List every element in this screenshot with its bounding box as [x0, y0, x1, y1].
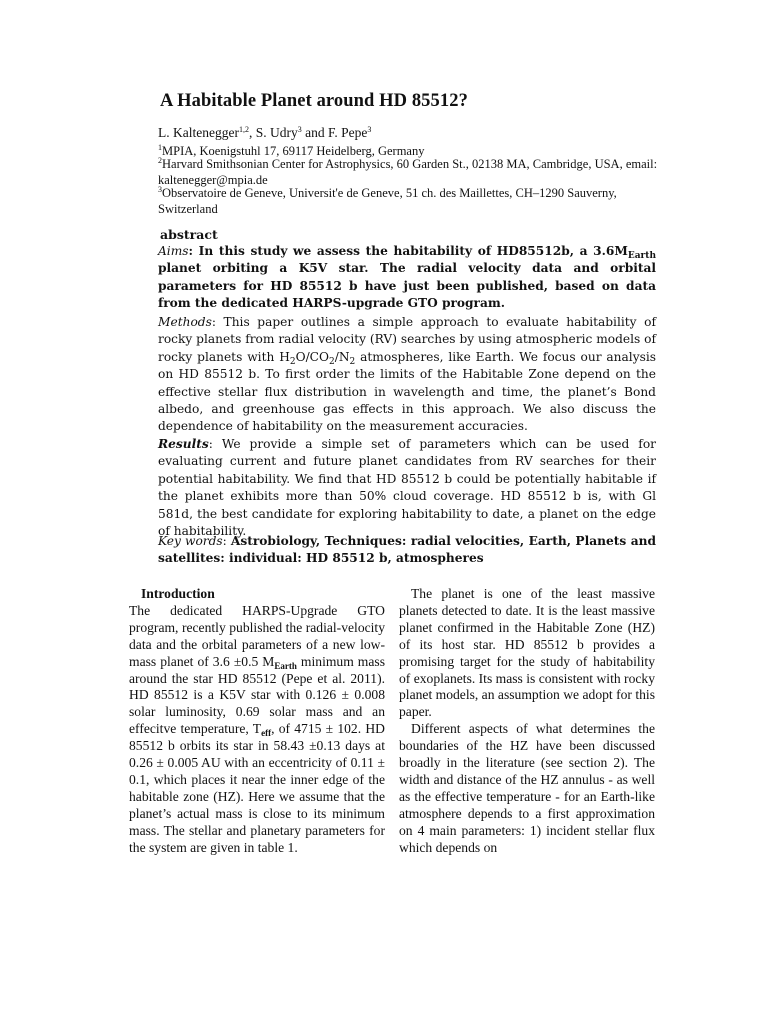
- intro-text: , of 4715 ± 102. HD 85512 b orbits its star in 58.43 ±0.13 days at 0.26 ± 0.005 AU with an eccentricity of 0.11 ± 0.1, which places it near the inner edge of the habitable zone (HZ). Here we assume that the planet’s actual mass is close to its minimum mass. The stellar and planetary parameters for the system are given in table 1.: [129, 721, 385, 855]
- abstract-results: [158, 436, 656, 540]
- keywords-text: Astrobiology, Techniques: radial velocities, Earth, Planets and satellites: individual: HD 85512 b, atmospheres: [158, 534, 657, 566]
- aims-subscript: Earth: [627, 251, 656, 261]
- affiliation-text: MPIA, Koenigstuhl 17, 69117 Heidelberg, Germany: [162, 144, 425, 158]
- author-udry: S. Udry: [255, 125, 298, 140]
- author-affil-mark: 1,2: [238, 125, 249, 134]
- affiliation-3: [158, 186, 658, 217]
- keywords-label: Key words: [158, 534, 223, 548]
- author-affil-mark: 3: [297, 125, 302, 134]
- paper-title: A Habitable Planet around HD 85512?: [160, 91, 468, 111]
- abstract-heading: abstract: [160, 227, 218, 242]
- methods-label: Methods: [158, 315, 212, 329]
- introduction-heading: Introduction: [141, 586, 215, 601]
- intro-paragraph-1: [129, 603, 385, 857]
- author-affil-mark: 3: [367, 125, 372, 134]
- intro-paragraph-2: The planet is one of the least massive planets detected to date. It is the least massive planet confirmed in the Habitable Zone (HZ) of its host star. HD 85512 b provides a promising target for the study of habitability of exoplanets. Its mass is consistent with rocky planet models, an assumption we adopt for this paper.: [399, 586, 655, 720]
- affiliation-marker: 2: [158, 156, 162, 165]
- methods-text: : This paper outlines a simple approach to evaluate habitability of rocky planets from radial velocity (RV) searches by using atmospheric models of rocky planets with H: [158, 315, 656, 364]
- abstract-methods: [158, 314, 656, 436]
- keywords-colon: :: [222, 534, 231, 548]
- methods-text: /N: [334, 349, 350, 364]
- methods-subscript: 2: [289, 356, 296, 367]
- author-separator: ,: [248, 125, 256, 140]
- abstract-keywords: [158, 533, 656, 568]
- methods-text: atmospheres, like Earth. We focus our analysis on HD 85512 b. To first order the limits of the Habitable Zone depend on the effective stellar flux distribution in wavelength and time, the planet’s Bond albedo, and greenhouse gas effects in this approach. We also discuss the dependence of habitability on the measurement accuracies.: [158, 349, 656, 434]
- intro-text: The dedicated HARPS-Upgrade GTO program, recently published the radial-velocity data and the orbital parameters of a new low-mass planet of 3.6 ±0.5 M: [129, 602, 385, 669]
- affiliation-marker: 1: [158, 143, 162, 152]
- methods-subscript: 2: [329, 356, 335, 367]
- author-kaltenegger: L. Kaltenegger: [158, 125, 239, 140]
- author-separator: and: [301, 125, 328, 140]
- aims-label: Aims: [158, 244, 189, 258]
- intro-text: minimum mass around the star HD 85512 (Pepe et al. 2011). HD 85512 is a K5V star with 0.126 ± 0.008 solar luminosity, 0.69 solar mass and an effecitve temperature, T: [129, 653, 385, 737]
- intro-subscript: eff: [261, 728, 272, 739]
- aims-text: : In this study we assess the habitability of HD85512b, a 3.6M: [188, 244, 628, 258]
- intro-subscript: Earth: [274, 660, 297, 671]
- methods-subscript: 2: [349, 356, 356, 367]
- author-pepe: F. Pepe: [327, 125, 368, 140]
- affiliation-2: [158, 157, 658, 188]
- left-column: [129, 586, 385, 857]
- author-list: [158, 125, 371, 141]
- affiliation-text: Observatoire de Geneve, Universit'e de Geneve, 51 ch. des Maillettes, CH–1290 Sauverny, Switzerland: [158, 186, 617, 216]
- intro-paragraph-3: Different aspects of what determines the boundaries of the HZ have been discussed broadly in the literature (see section 2). The width and distance of the HZ annulus - as well as the effective temperature - for an Earth-like atmosphere depends to a first approximation on 4 main parameters: 1) incident stellar flux which depends on: [399, 721, 655, 855]
- affiliation-text: Harvard Smithsonian Center for Astrophysics, 60 Garden St., 02138 MA, Cambridge, USA, email: kaltenegger@mpia.de: [158, 157, 658, 187]
- affiliation-marker: 3: [158, 185, 162, 194]
- abstract-aims: [158, 243, 656, 313]
- results-text: : We provide a simple set of parameters which can be used for evaluating current and future planet candidates from RV searches for their potential habitability. We find that HD 85512 b could be potentially habitable if the planet exhibits more than 50% cloud coverage. HD 85512 b is, with Gl 581d, the best candidate for exploring habitability to date, a planet on the edge of habitability.: [158, 437, 656, 539]
- aims-text: planet orbiting a K5V star. The radial velocity data and orbital parameters for HD 85512 b have just been published, based on data from the dedicated HARPS-upgrade GTO program.: [158, 261, 656, 311]
- results-label: Results: [158, 437, 209, 451]
- methods-text: O/CO: [295, 349, 329, 364]
- right-column: [399, 586, 655, 857]
